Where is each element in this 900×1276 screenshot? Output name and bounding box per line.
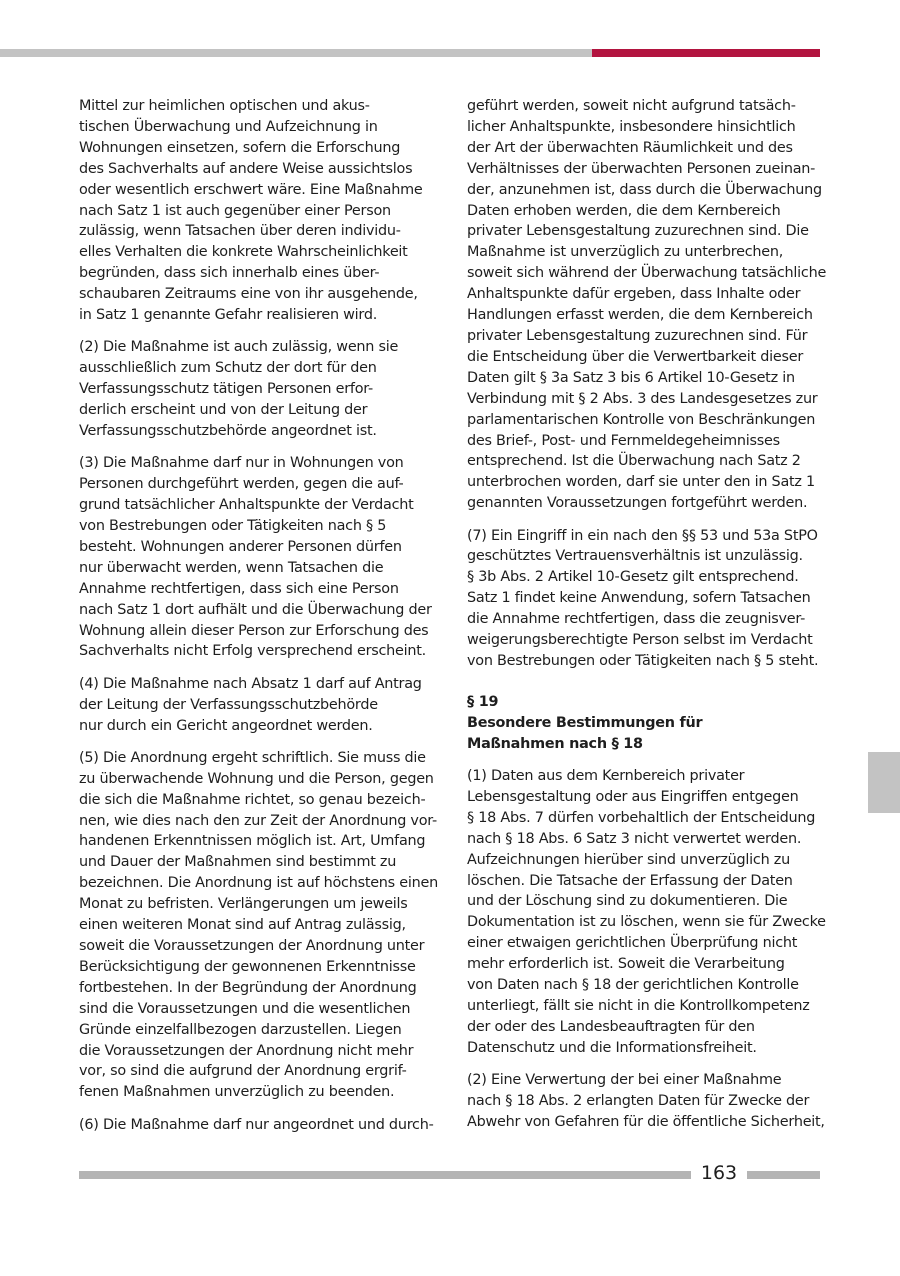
text-line: tischen Überwachung und Aufzeichnung in: [79, 118, 378, 135]
text-line: Berücksichtigung der gewonnenen Erkenntnisse: [79, 958, 416, 975]
text-line: nach § 18 Abs. 2 erlangten Daten für Zwecke der: [467, 1092, 810, 1109]
text-line: geführt werden, soweit nicht aufgrund tatsäch-: [467, 98, 796, 114]
text-line: nach Satz 1 ist auch gegenüber einer Person: [79, 202, 391, 219]
text-line: genannten Voraussetzungen fortgeführt werden.: [467, 495, 808, 512]
text-line: Handlungen erfasst werden, die dem Kernbereich: [467, 307, 813, 324]
text-line: von Bestrebungen oder Tätigkeiten nach § 5: [79, 518, 387, 534]
text-line: § 3b Abs. 2 Artikel 10-Gesetz gilt entsprechend.: [467, 569, 799, 586]
text-line: die Annahme rechtfertigen, dass die zeugnisver-: [467, 611, 806, 628]
header-rule-gray: [0, 49, 592, 57]
text-line: Mittel zur heimlichen optischen und akus-: [79, 98, 370, 114]
section-title-line: Maßnahmen nach § 18: [467, 735, 643, 752]
text-line: begründen, dass sich innerhalb eines über-: [79, 265, 380, 282]
text-line: Wohnungen einsetzen, sofern die Erforschung: [79, 139, 401, 156]
text-line: in Satz 1 genannte Gefahr realisieren wird.: [79, 307, 378, 324]
text-line: privater Lebensgestaltung zuzurechnen sind. Die: [467, 223, 809, 240]
text-line: schaubaren Zeitraums eine von ihr ausgehende,: [79, 286, 418, 303]
right-column-continuation: [467, 96, 827, 672]
text-line: parlamentarischen Kontrolle von Beschränkungen: [467, 411, 816, 428]
text-line: Dokumentation ist zu löschen, wenn sie für Zwecke: [467, 914, 826, 931]
paragraph: [467, 526, 819, 672]
paragraph: [79, 748, 438, 1103]
text-line: Satz 1 findet keine Anwendung, sofern Tatsachen: [467, 590, 811, 607]
text-line: einer etwaigen gerichtlichen Überprüfung nicht: [467, 935, 798, 952]
text-line: nur überwacht werden, wenn Tatsachen die: [79, 559, 384, 576]
text-line: Abwehr von Gefahren für die öffentliche Sicherheit,: [467, 1113, 825, 1130]
text-line: (3) Die Maßnahme darf nur in Wohnungen von: [79, 455, 404, 472]
text-line: und Dauer der Maßnahmen sind bestimmt zu: [79, 854, 397, 871]
text-line: licher Anhaltspunkte, insbesondere hinsichtlich: [467, 118, 796, 135]
text-line: derlich erscheint und von der Leitung der: [79, 402, 368, 419]
text-line: besteht. Wohnungen anderer Personen dürfen: [79, 538, 402, 555]
text-line: (7) Ein Eingriff in ein nach den §§ 53 und 53a StPO: [467, 527, 818, 544]
text-line: § 18 Abs. 7 dürfen vorbehaltlich der Entscheidung: [467, 809, 816, 826]
text-line: soweit die Voraussetzungen der Anordnung unter: [79, 938, 425, 954]
chapter-thumb-tab: [868, 752, 900, 813]
text-line: Gründe einzelfallbezogen darzustellen. Liegen: [79, 1021, 402, 1038]
text-line: unterliegt, fällt sie nicht in die Kontrollkompetenz: [467, 997, 810, 1014]
left-text-column: [79, 96, 438, 1147]
text-line: Verbindung mit § 2 Abs. 3 des Landesgesetzes zur: [467, 390, 818, 407]
paragraph: [79, 1115, 434, 1136]
paragraph: [79, 453, 431, 662]
paragraph: [79, 674, 431, 737]
text-line: löschen. Die Tatsache der Erfassung der Daten: [467, 872, 793, 889]
text-line: die Entscheidung über die Verwertbarkeit dieser: [467, 348, 803, 365]
text-line: ausschließlich zum Schutz der dort für den: [79, 360, 377, 377]
text-line: weigerungsberechtigte Person selbst im Verdacht: [467, 632, 813, 649]
text-line: (6) Die Maßnahme darf nur angeordnet und durch-: [79, 1116, 434, 1133]
text-line: (1) Daten aus dem Kernbereich privater: [467, 767, 745, 784]
text-line: die sich die Maßnahme richtet, so genau bezeich-: [79, 791, 426, 808]
text-line: Personen durchgeführt werden, gegen die auf-: [79, 476, 404, 493]
paragraph: [79, 96, 431, 326]
section-heading: [467, 692, 819, 755]
text-line: der Art der überwachten Räumlichkeit und des: [467, 139, 793, 156]
text-line: soweit sich während der Überwachung tatsächliche: [467, 265, 827, 282]
text-line: Monat zu befristen. Verlängerungen um jeweils: [79, 896, 408, 913]
text-line: der oder des Landesbeauftragten für den: [467, 1018, 755, 1035]
text-line: vor, so sind die aufgrund der Anordnung ergrif-: [79, 1063, 407, 1080]
text-line: fenen Maßnahmen unverzüglich zu beenden.: [79, 1084, 395, 1101]
text-line: Aufzeichnungen hierüber sind unverzüglich zu: [467, 851, 790, 868]
text-line: Daten gilt § 3a Satz 3 bis 6 Artikel 10-Gesetz in: [467, 369, 795, 386]
page-number: 163: [700, 1162, 738, 1184]
text-line: von Bestrebungen oder Tätigkeiten nach § 5 steht.: [467, 652, 819, 669]
text-line: Datenschutz und die Informationsfreiheit.: [467, 1039, 757, 1056]
text-line: Wohnung allein dieser Person zur Erforschung des: [79, 622, 429, 639]
text-line: Anhaltspunkte dafür ergeben, dass Inhalte oder: [467, 286, 801, 303]
header-rule-accent: [592, 49, 820, 57]
text-line: des Brief-, Post- und Fernmeldegeheimnisses: [467, 432, 780, 449]
text-line: unterbrochen worden, darf sie unter den in Satz 1: [467, 474, 815, 491]
text-line: handenen Erkenntnissen möglich ist. Art, Umfang: [79, 833, 426, 850]
text-line: Verfassungsschutz tätigen Personen erfor-: [79, 381, 373, 398]
text-line: zu überwachende Wohnung und die Person, gegen: [79, 770, 434, 787]
text-line: sind die Voraussetzungen und die wesentlichen: [79, 1000, 411, 1017]
text-line: Sachverhalts nicht Erfolg versprechend erscheint.: [79, 643, 426, 660]
text-line: Maßnahme ist unverzüglich zu unterbrechen,: [467, 244, 784, 261]
text-line: Verfassungsschutzbehörde angeordnet ist.: [79, 422, 377, 439]
text-line: nach Satz 1 dort aufhält und die Überwachung der: [79, 601, 432, 618]
paragraph: [467, 1070, 825, 1133]
text-line: geschütztes Vertrauensverhältnis ist unzulässig.: [467, 548, 803, 565]
text-line: (2) Eine Verwertung der bei einer Maßnahme: [467, 1072, 782, 1089]
text-line: mehr erforderlich ist. Soweit die Verarbeitung: [467, 956, 785, 973]
text-line: des Sachverhalts auf andere Weise aussichtslos: [79, 160, 413, 177]
section-number: § 19: [467, 693, 499, 710]
text-line: von Daten nach § 18 der gerichtlichen Kontrolle: [467, 977, 799, 994]
text-line: einen weiteren Monat sind auf Antrag zulässig,: [79, 917, 406, 934]
text-line: und der Löschung sind zu dokumentieren. Die: [467, 893, 788, 910]
text-line: bezeichnen. Die Anordnung ist auf höchstens einen: [79, 875, 438, 892]
paragraph: [467, 96, 827, 514]
footer-rule-right: [747, 1171, 820, 1179]
text-line: privater Lebensgestaltung zuzurechnen sind. Für: [467, 327, 808, 344]
text-line: der Leitung der Verfassungsschutzbehörde: [79, 696, 378, 713]
text-line: Verhältnisses der überwachten Personen zueinan-: [467, 160, 816, 177]
text-line: Annahme rechtfertigen, dass sich eine Person: [79, 580, 399, 597]
section-title-line: Besondere Bestimmungen für: [467, 714, 703, 731]
text-line: zulässig, wenn Tatsachen über deren individu-: [79, 223, 401, 240]
text-line: (4) Die Maßnahme nach Absatz 1 darf auf Antrag: [79, 675, 422, 692]
text-line: (5) Die Anordnung ergeht schriftlich. Sie muss die: [79, 749, 426, 766]
text-line: nach § 18 Abs. 6 Satz 3 nicht verwertet werden.: [467, 830, 802, 847]
text-line: fortbestehen. In der Begründung der Anordnung: [79, 979, 417, 996]
text-line: der, anzunehmen ist, dass durch die Überwachung: [467, 181, 822, 198]
text-line: die Voraussetzungen der Anordnung nicht mehr: [79, 1042, 414, 1059]
right-text-column: [467, 96, 827, 1144]
text-line: (2) Die Maßnahme ist auch zulässig, wenn sie: [79, 339, 399, 356]
text-line: grund tatsächlicher Anhaltspunkte der Verdacht: [79, 497, 414, 514]
text-line: nur durch ein Gericht angeordnet werden.: [79, 717, 373, 734]
text-line: Lebensgestaltung oder aus Eingriffen entgegen: [467, 788, 799, 805]
text-line: Daten erhoben werden, die dem Kernbereich: [467, 202, 781, 219]
paragraph: [467, 766, 826, 1059]
text-line: elles Verhalten die konkrete Wahrscheinlichkeit: [79, 244, 408, 261]
section-19-body: [467, 766, 826, 1133]
footer-rule-left: [79, 1171, 691, 1179]
text-line: entsprechend. Ist die Überwachung nach Satz 2: [467, 453, 801, 470]
text-line: oder wesentlich erschwert wäre. Eine Maßnahme: [79, 181, 423, 198]
text-line: nen, wie dies nach den zur Zeit der Anordnung vor-: [79, 812, 437, 829]
paragraph: [79, 337, 431, 442]
